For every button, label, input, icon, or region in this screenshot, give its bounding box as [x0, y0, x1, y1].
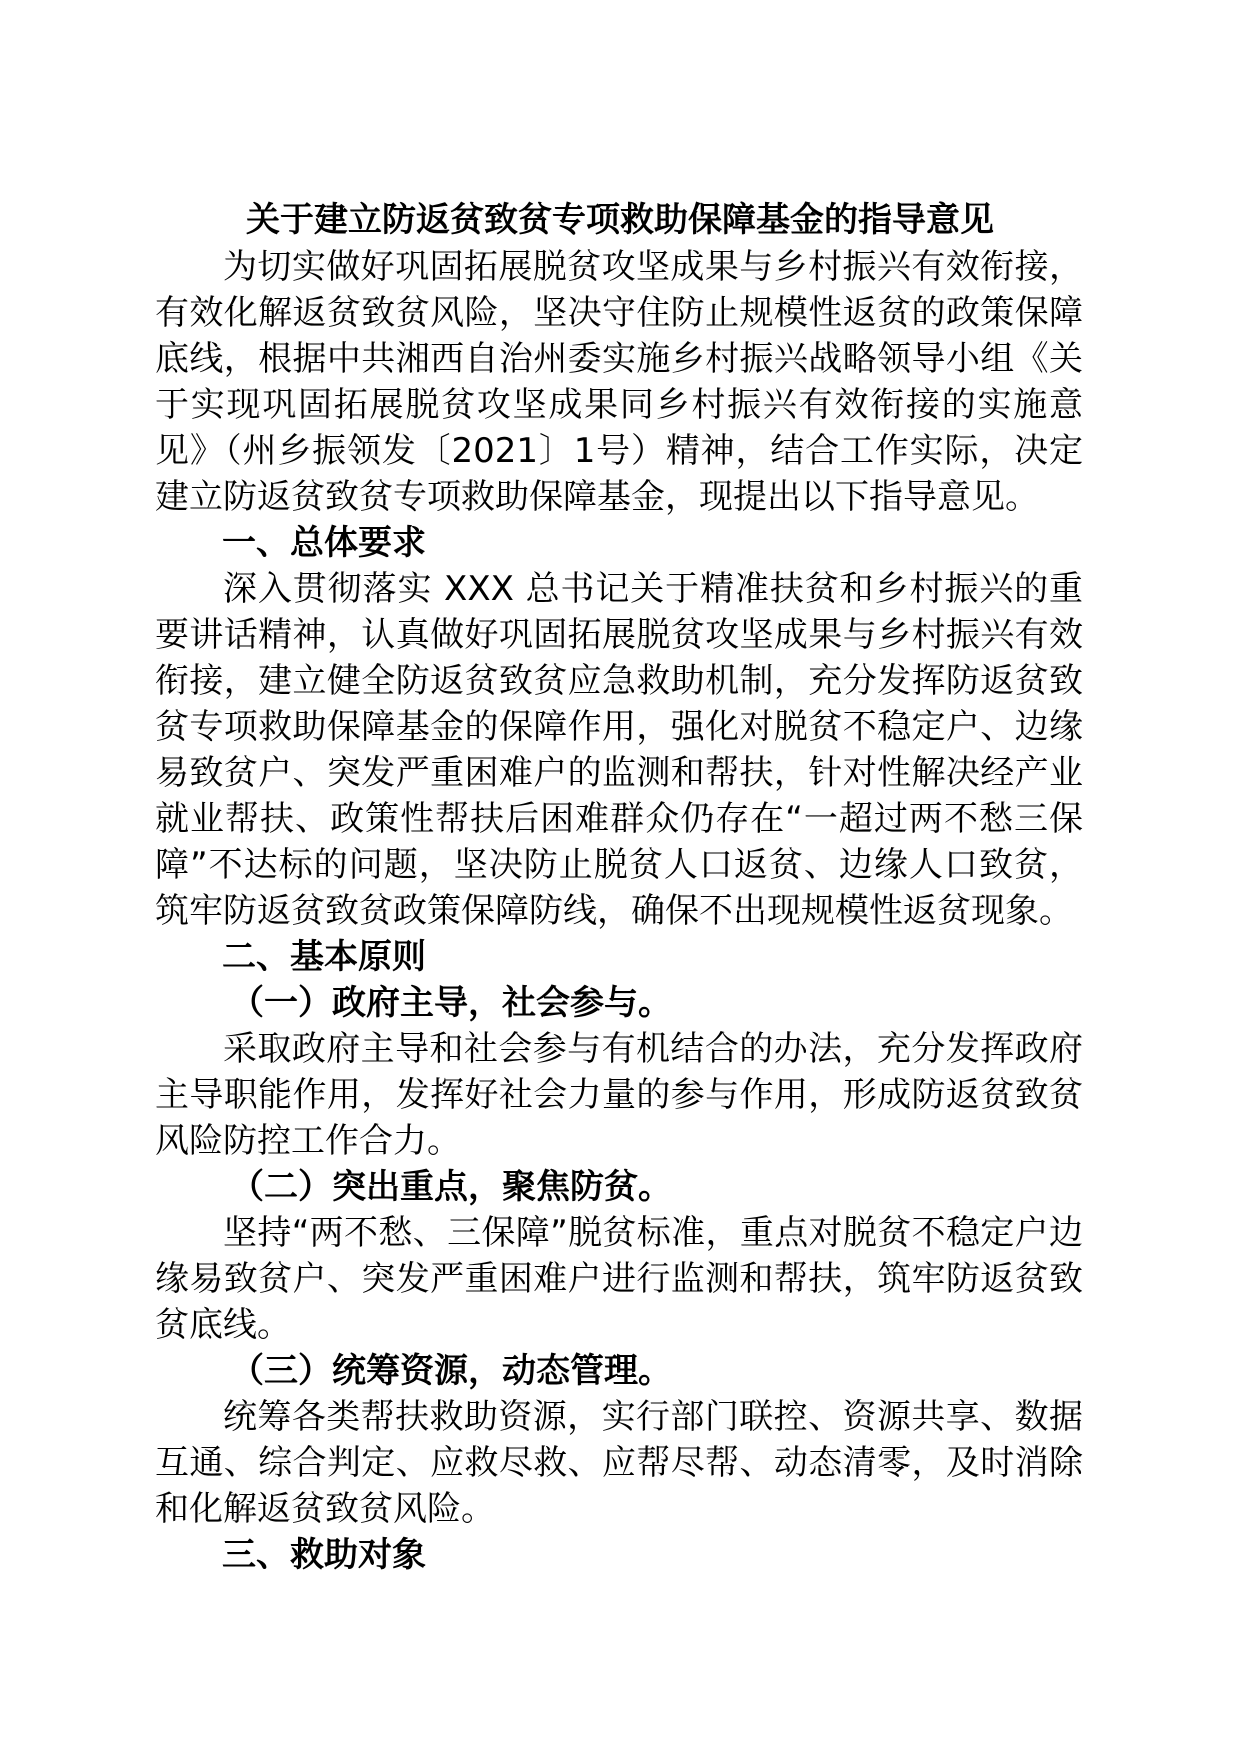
subsection-heading-coordinate-resources: （三）统筹资源，动态管理。 [230, 1351, 672, 1391]
section-body-overall-requirements: 深入贯彻落实 XXX 总书记关于精准扶贫和乡村振兴的重要讲话精神，认真做好巩固拓展脱贫攻坚成果与乡村振兴有效衔接，建立健全防返贫致贫应急救助机制，充分发挥防返贫致贫专项救助保障基金的保障作用，强化对脱贫不稳定户、边缘易致贫户、突发严重困难户的监测和帮扶，针对性解决经产业就业帮扶、政策性帮扶后困难群众仍存在“一超过两不愁三保障”不达标的问题，坚决防止脱贫人口返贫、边缘人口致贫，筑牢防返贫致贫政策保障防线，确保不出现规模性返贫现象。 [155, 569, 1083, 931]
section-heading-aid-recipients: 三、救助对象 [222, 1535, 426, 1575]
subsection-heading-government-led: （一）政府主导，社会参与。 [230, 983, 672, 1023]
subsection-body-highlight-focus: 坚持“两不愁、三保障”脱贫标准，重点对脱贫不稳定户边缘易致贫户、突发严重困难户进行监测和帮扶，筑牢防返贫致贫底线。 [155, 1213, 1083, 1345]
section-heading-basic-principles: 二、基本原则 [222, 937, 426, 977]
subsection-body-coordinate-resources: 统筹各类帮扶救助资源，实行部门联控、资源共享、数据互通、综合判定、应救尽救、应帮尽帮、动态清零，及时消除和化解返贫致贫风险。 [155, 1397, 1083, 1529]
section-heading-overall-requirements: 一、总体要求 [222, 523, 426, 563]
subsection-heading-highlight-focus: （二）突出重点，聚焦防贫。 [230, 1167, 672, 1207]
document-title: 关于建立防返贫致贫专项救助保障基金的指导意见 [246, 200, 994, 240]
intro-paragraph: 为切实做好巩固拓展脱贫攻坚成果与乡村振兴有效衔接，有效化解返贫致贫风险，坚决守住防止规模性返贫的政策保障底线，根据中共湘西自治州委实施乡村振兴战略领导小组《关于实现巩固拓展脱贫攻坚成果同乡村振兴有效衔接的实施意见》（州乡振领发〔2021〕1号）精神，结合工作实际，决定建立防返贫致贫专项救助保障基金，现提出以下指导意见。 [155, 247, 1083, 517]
subsection-body-government-led: 采取政府主导和社会参与有机结合的办法，充分发挥政府主导职能作用，发挥好社会力量的参与作用，形成防返贫致贫风险防控工作合力。 [155, 1029, 1083, 1161]
